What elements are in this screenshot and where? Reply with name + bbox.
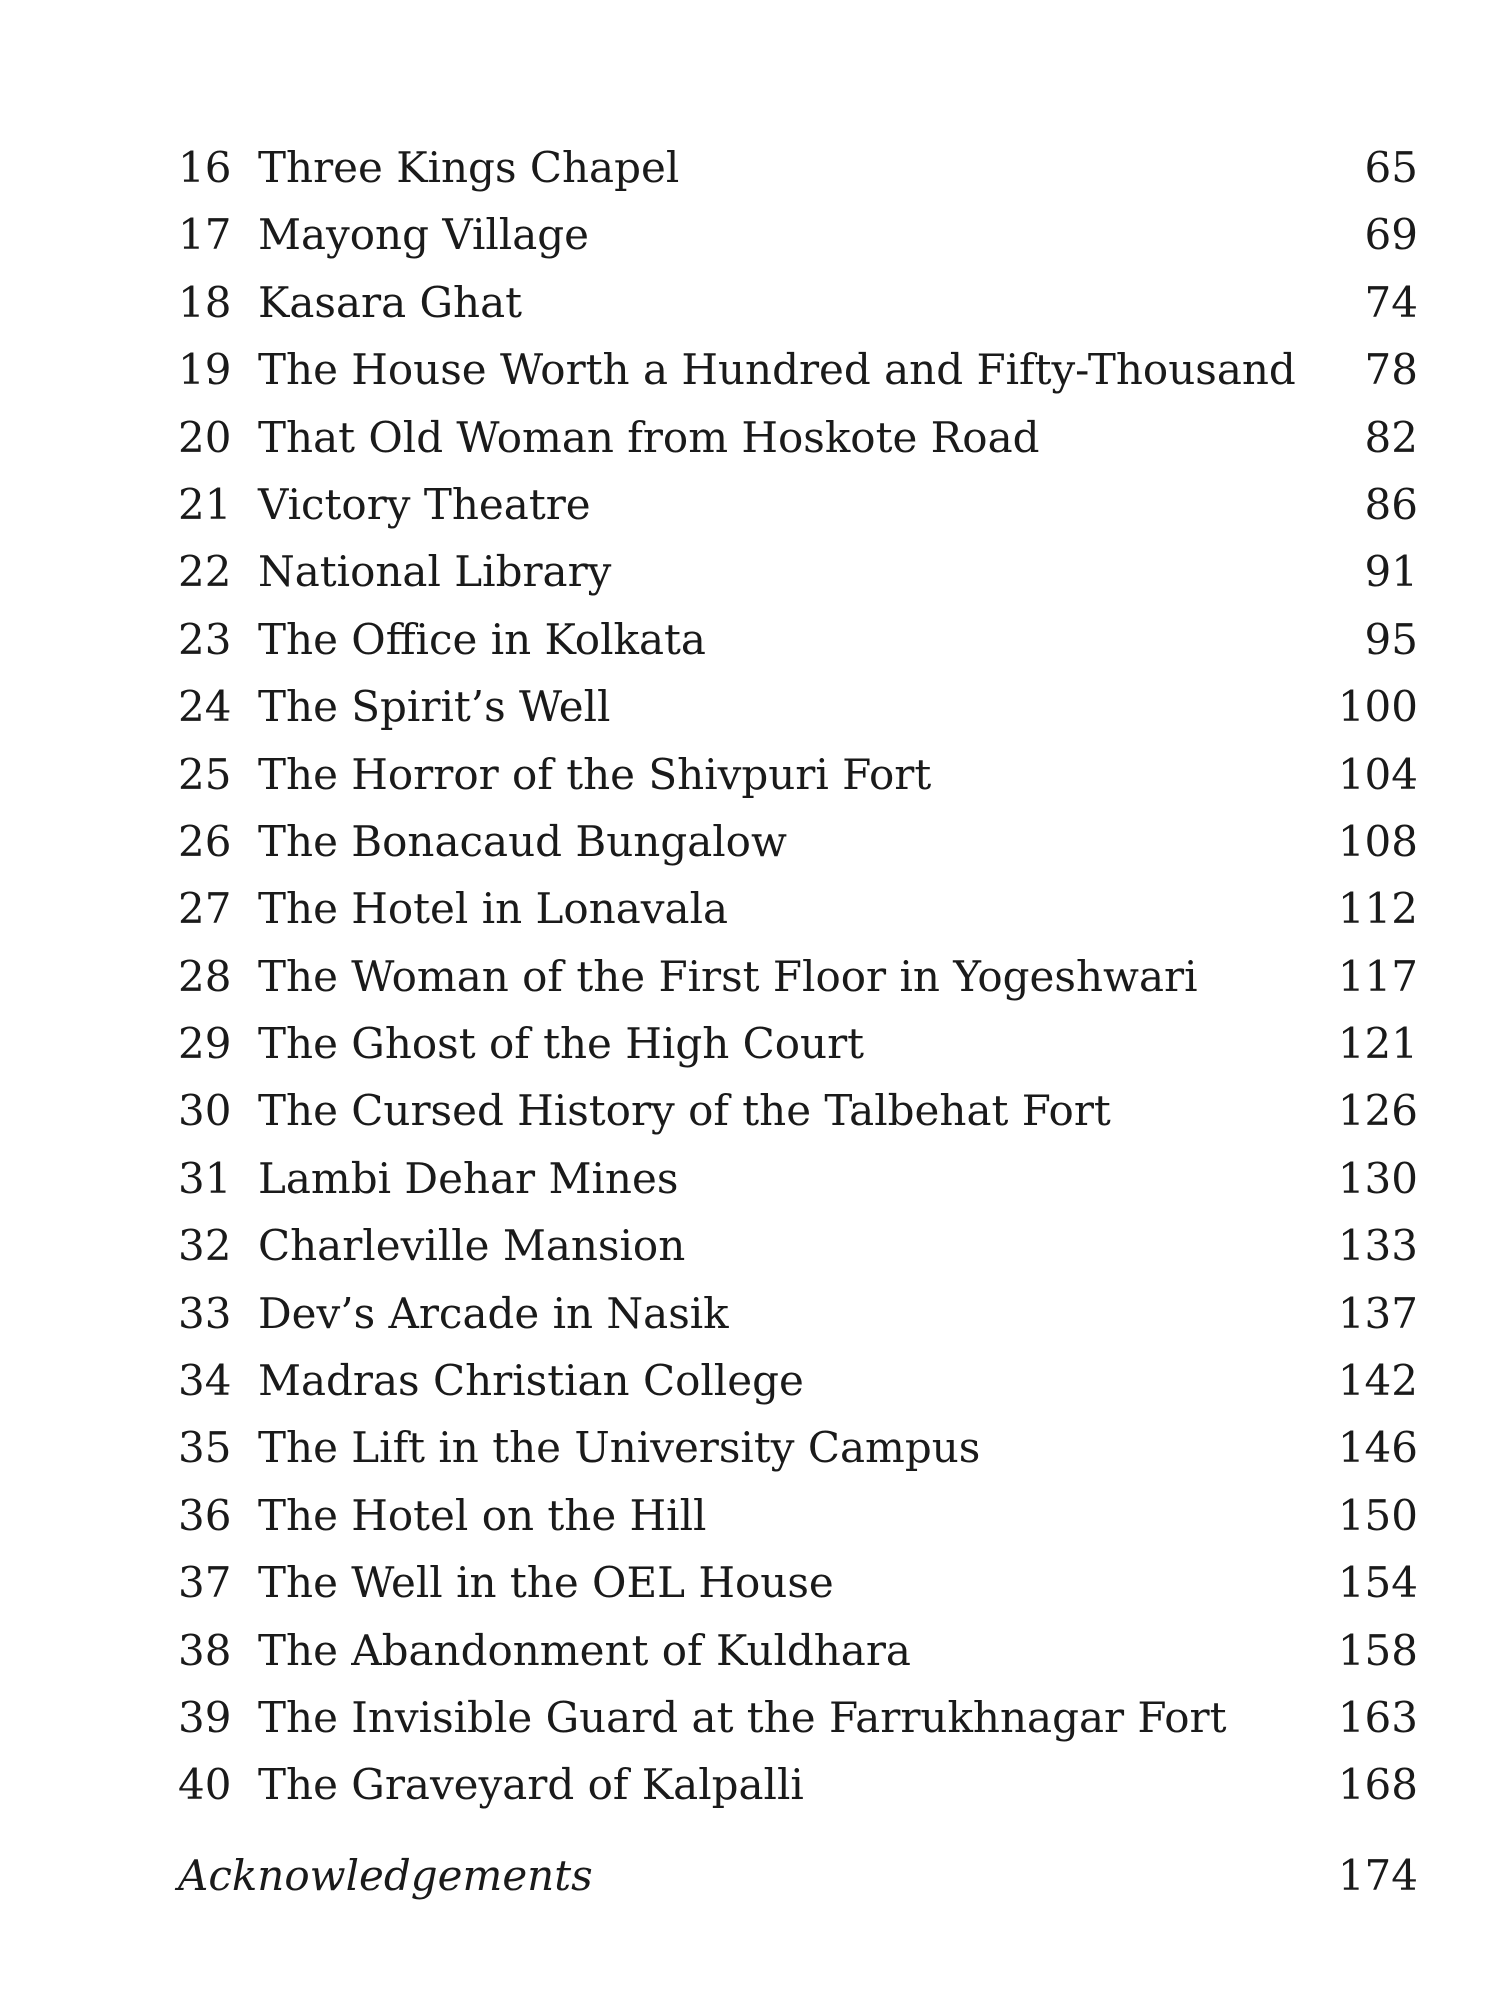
toc-entry[interactable]	[178, 201, 1418, 268]
page-number: 82	[1364, 412, 1418, 462]
toc-entry[interactable]	[178, 1280, 1418, 1347]
chapter-title: The Woman of the First Floor in Yogeshwari	[258, 951, 1198, 1001]
chapter-number: 17	[178, 210, 232, 260]
page-number: 126	[1337, 1086, 1418, 1136]
toc-entry[interactable]	[178, 1145, 1418, 1212]
chapter-title: Lambi Dehar Mines	[258, 1153, 679, 1203]
chapter-number: 28	[178, 951, 232, 1001]
page-number: 104	[1337, 749, 1418, 799]
page-number: 142	[1337, 1356, 1418, 1406]
page-number: 146	[1337, 1423, 1418, 1473]
page-number: 100	[1337, 682, 1418, 732]
chapter-title: The Hotel in Lonavala	[258, 884, 729, 934]
page-number: 86	[1364, 479, 1418, 529]
chapter-title: The Abandonment of Kuldhara	[258, 1625, 911, 1675]
chapter-number: 40	[178, 1760, 232, 1810]
page-number: 112	[1337, 884, 1418, 934]
page-number: 130	[1337, 1153, 1418, 1203]
page-number: 168	[1337, 1760, 1418, 1810]
chapter-title: The Invisible Guard at the Farrukhnagar Fort	[258, 1692, 1227, 1742]
page-number: 69	[1364, 210, 1418, 260]
toc-entry[interactable]	[178, 875, 1418, 942]
chapter-number: 31	[178, 1153, 232, 1203]
chapter-number: 32	[178, 1221, 232, 1271]
toc-entry[interactable]	[178, 1077, 1418, 1144]
chapter-number: 21	[178, 479, 232, 529]
page-number: 174	[1337, 1851, 1418, 1900]
toc-entry[interactable]	[178, 1347, 1418, 1414]
toc-entry[interactable]	[178, 538, 1418, 605]
chapter-title: The Graveyard of Kalpalli	[258, 1760, 804, 1810]
chapter-title: The Ghost of the High Court	[258, 1019, 865, 1069]
page-number: 91	[1364, 547, 1418, 597]
toc-acknowledgements[interactable]	[178, 1846, 1418, 1906]
page-number: 121	[1337, 1019, 1418, 1069]
chapter-title: The Horror of the Shivpuri Fort	[258, 749, 932, 799]
toc-entry[interactable]	[178, 741, 1418, 808]
chapter-number: 23	[178, 614, 232, 664]
chapter-number: 22	[178, 547, 232, 597]
chapter-title: The House Worth a Hundred and Fifty-Thousand	[258, 345, 1296, 395]
toc-entry[interactable]	[178, 1751, 1418, 1818]
page-number: 133	[1337, 1221, 1418, 1271]
chapter-title: Madras Christian College	[258, 1356, 804, 1406]
page-number: 108	[1337, 816, 1418, 866]
page-number: 95	[1364, 614, 1418, 664]
chapter-number: 39	[178, 1692, 232, 1742]
toc-entry[interactable]	[178, 1010, 1418, 1077]
chapter-title: Mayong Village	[258, 210, 590, 260]
chapter-number: 25	[178, 749, 232, 799]
chapter-title: The Hotel on the Hill	[258, 1490, 707, 1540]
toc-entry[interactable]	[178, 1684, 1418, 1751]
toc-entry[interactable]	[178, 269, 1418, 336]
chapter-number: 18	[178, 277, 232, 327]
page-number: 158	[1337, 1625, 1418, 1675]
chapter-number: 20	[178, 412, 232, 462]
toc-entry[interactable]	[178, 606, 1418, 673]
chapter-number: 27	[178, 884, 232, 934]
chapter-number: 16	[178, 143, 232, 192]
chapter-number: 33	[178, 1288, 232, 1338]
page-number: 150	[1337, 1490, 1418, 1540]
toc-entry[interactable]	[178, 1482, 1418, 1549]
page-number: 163	[1337, 1692, 1418, 1742]
table-of-contents	[178, 134, 1418, 1819]
chapter-title: The Well in the OEL House	[258, 1558, 834, 1608]
chapter-number: 38	[178, 1625, 232, 1675]
chapter-number: 34	[178, 1356, 232, 1406]
toc-entry[interactable]	[178, 336, 1418, 403]
chapter-title: Dev’s Arcade in Nasik	[258, 1288, 729, 1338]
chapter-number: 35	[178, 1423, 232, 1473]
chapter-title: The Office in Kolkata	[258, 614, 706, 664]
toc-entry[interactable]	[178, 1617, 1418, 1684]
chapter-number: 24	[178, 682, 232, 732]
page-number: 137	[1337, 1288, 1418, 1338]
page-number: 117	[1337, 951, 1418, 1001]
chapter-title: The Lift in the University Campus	[258, 1423, 981, 1473]
page-number: 65	[1364, 143, 1418, 192]
chapter-title: Victory Theatre	[258, 479, 591, 529]
chapter-number: 19	[178, 345, 232, 395]
toc-entry[interactable]	[178, 404, 1418, 471]
toc-entry[interactable]	[178, 943, 1418, 1010]
chapter-title: Charleville Mansion	[258, 1221, 686, 1271]
toc-entry[interactable]	[178, 1549, 1418, 1616]
toc-entry[interactable]	[178, 134, 1418, 201]
chapter-number: 37	[178, 1558, 232, 1608]
chapter-title: The Bonacaud Bungalow	[258, 816, 787, 866]
chapter-number: 29	[178, 1019, 232, 1069]
chapter-title: Three Kings Chapel	[258, 143, 680, 192]
toc-entry[interactable]	[178, 1212, 1418, 1279]
chapter-title: The Cursed History of the Talbehat Fort	[258, 1086, 1111, 1136]
page-number: 74	[1364, 277, 1418, 327]
chapter-title: The Spirit’s Well	[258, 682, 611, 732]
toc-entry[interactable]	[178, 808, 1418, 875]
toc-entry[interactable]	[178, 471, 1418, 538]
chapter-number: 26	[178, 816, 232, 866]
page-number: 78	[1364, 345, 1418, 395]
toc-entry[interactable]	[178, 1414, 1418, 1481]
chapter-number: 36	[178, 1490, 232, 1540]
acknowledgements-title: Acknowledgements	[178, 1851, 593, 1900]
chapter-number: 30	[178, 1086, 232, 1136]
chapter-title: That Old Woman from Hoskote Road	[258, 412, 1040, 462]
chapter-title: National Library	[258, 547, 612, 597]
chapter-title: Kasara Ghat	[258, 277, 522, 327]
toc-entry[interactable]	[178, 673, 1418, 740]
page-number: 154	[1337, 1558, 1418, 1608]
